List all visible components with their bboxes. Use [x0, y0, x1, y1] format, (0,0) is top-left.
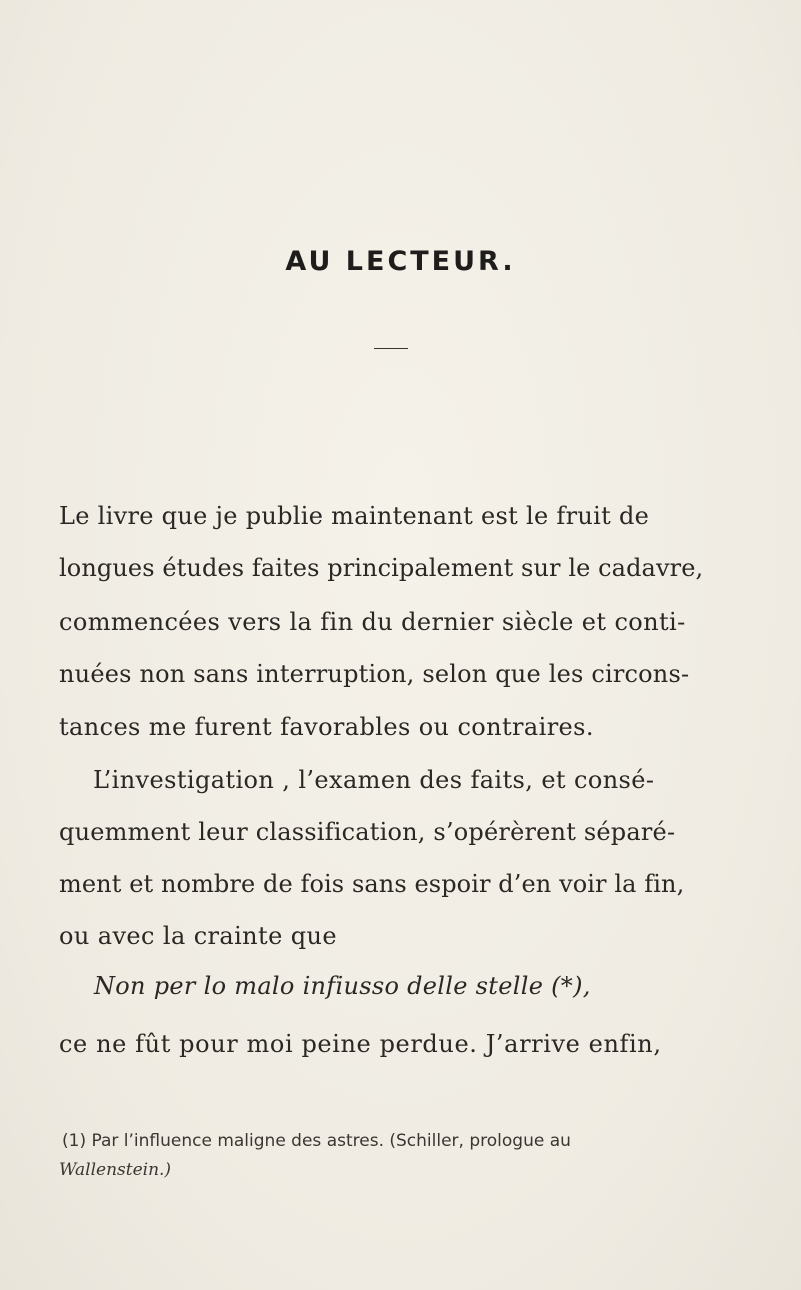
footnote-line-1: (1) Par l’influence maligne des astres. (Schiller, prologue au: [62, 1131, 571, 1151]
text-line: quemment leur classification, s’opérèrent séparé-: [59, 818, 676, 846]
page-heading: AU LECTEUR.: [285, 246, 516, 277]
text-line: nuées non sans interruption, selon que les circons-: [59, 660, 690, 688]
text-line: longues études faites principalement sur le cadavre,: [59, 554, 704, 582]
text-line: tances me furent favorables ou contraires.: [59, 713, 594, 741]
text-line: L’investigation , l’examen des faits, et consé-: [93, 766, 655, 794]
quoted-verse: Non per lo malo infiusso delle stelle (*),: [94, 972, 591, 1000]
text-line: Le livre que je publie maintenant est le fruit de: [59, 502, 650, 530]
text-line: commencées vers la fin du dernier siècle et conti-: [59, 608, 686, 636]
text-line: ment et nombre de fois sans espoir d’en voir la fin,: [59, 870, 685, 898]
text-line: ce ne fût pour moi peine perdue. J’arrive enfin,: [59, 1030, 662, 1058]
footnote-line-2: Wallenstein.): [59, 1160, 172, 1180]
text-line: ou avec la crainte que: [59, 922, 337, 950]
heading-divider: [374, 348, 408, 349]
